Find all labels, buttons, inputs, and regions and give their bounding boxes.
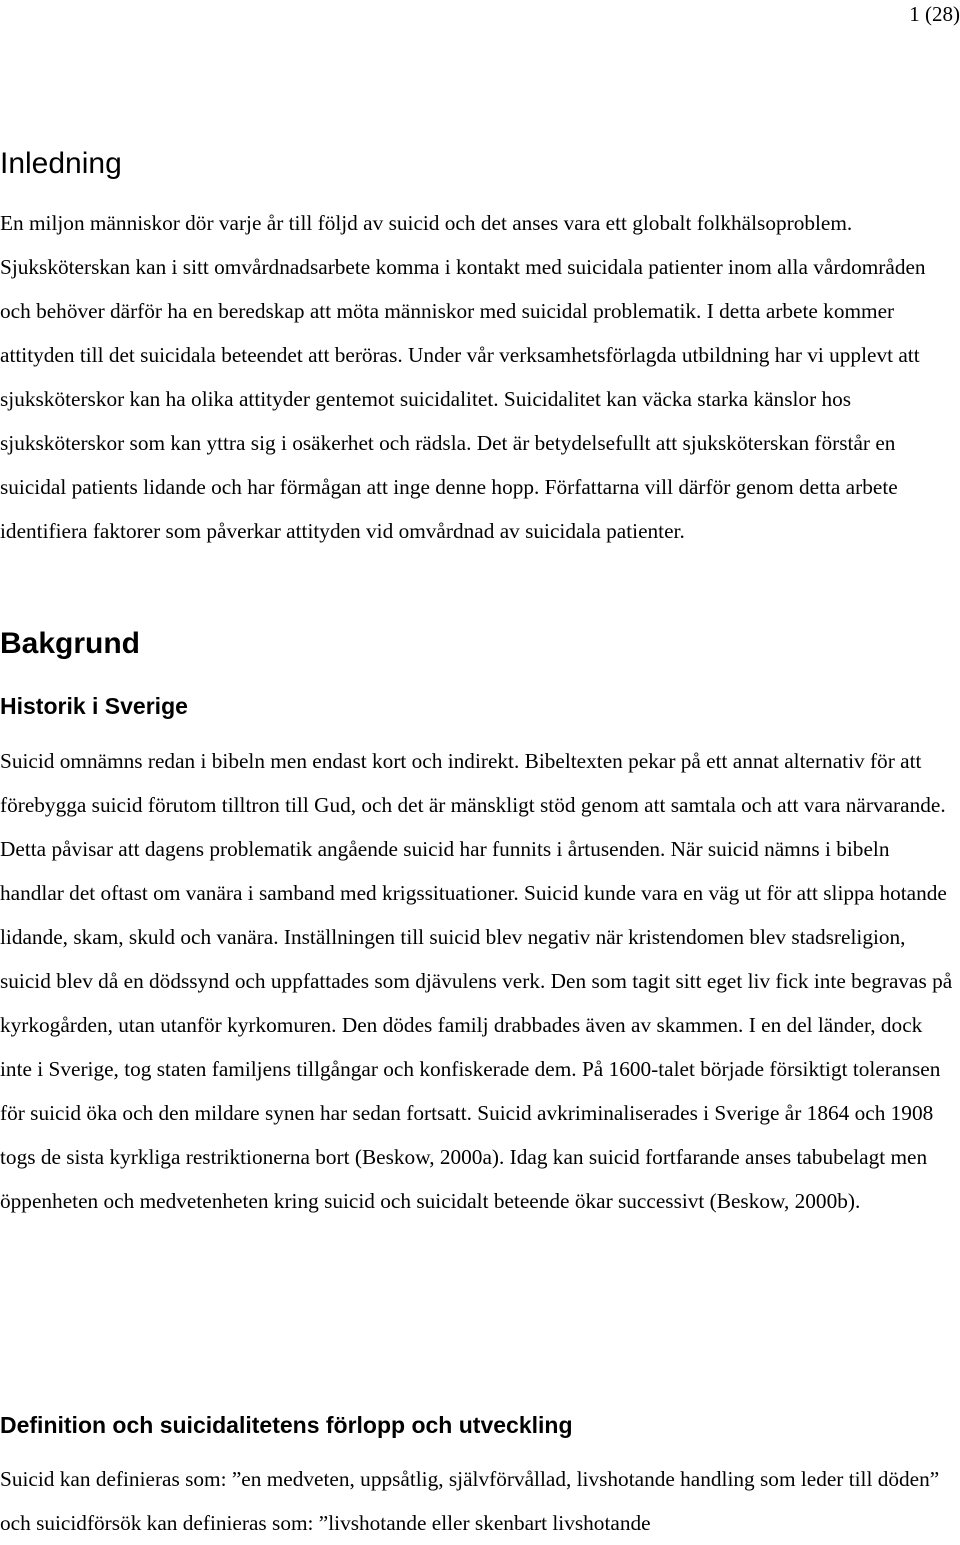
heading-historik-i-sverige: Historik i Sverige: [0, 693, 188, 719]
page-number: 1 (28): [909, 2, 960, 26]
paragraph-historik: Suicid omnämns redan i bibeln men endast kort och indirekt. Bibeltexten pekar på ett annat alternativ för att förebygga suicid förutom tilltron till Gud, och det är mänskligt stöd genom att samtala och att vara närvarande. Detta påvisar att dagens problematik angående suicid har funnits i årtusenden. När suicid nämns i bibeln handlar det oftast om vanära i samband med krigssituationer. Suicid kunde vara en väg ut för att slippa hotande lidande, skam, skuld och vanära. Inställningen till suicid blev negativ när kristendomen blev stadsreligion, suicid blev då en dödssynd och uppfattades som djävulens verk. Den som tagit sitt eget liv fick inte begravas på kyrkogården, utan utanför kyrkomuren. Den dödes familj drabbades även av skammen. I en del länder, dock inte i Sverige, tog staten familjens tillgångar och konfiskerade dem. På 1600-talet började försiktigt toleransen för suicid öka och den mildare synen har sedan fortsatt. Suicid avkriminaliserades i Sverige år 1864 och 1908 togs de sista kyrkliga restriktionerna bort (Beskow, 2000a). Idag kan suicid fortfarande anses tabubelagt men öppenheten och medvetenheten kring suicid och suicidalt beteende ökar successivt (Beskow, 2000b).: [0, 749, 953, 1213]
heading-definition: Definition och suicidalitetens förlopp och utveckling: [0, 1412, 573, 1438]
heading-inledning: Inledning: [0, 147, 122, 180]
paragraph-inledning: En miljon människor dör varje år till följd av suicid och det anses vara ett globalt folkhälsoproblem. Sjuksköterskan kan i sitt omvårdnadsarbete komma i kontakt med suicidala patienter inom alla vårdområden och behöver därför ha en beredskap att möta människor med suicidal problematik. I detta arbete kommer attityden till det suicidala beteendet att beröras. Under vår verksamhetsförlagda utbildning har vi upplevt att sjuksköterskor kan ha olika attityder gentemot suicidalitet. Suicidalitet kan väcka starka känslor hos sjuksköterskor som kan yttra sig i osäkerhet och rädsla. Det är betydelsefullt att sjuksköterskan förstår en suicidal patients lidande och har förmågan att inge denne hopp. Författarna vill därför genom detta arbete identifiera faktorer som påverkar attityden vid omvårdnad av suicidala patienter.: [0, 211, 926, 543]
heading-bakgrund: Bakgrund: [0, 627, 141, 660]
paragraph-definition: Suicid kan definieras som: ”en medveten, uppsåtlig, självförvållad, livshotande handling som leder till döden” och suicidförsök kan definieras som: ”livshotande eller skenbart livshotande: [0, 1467, 940, 1535]
